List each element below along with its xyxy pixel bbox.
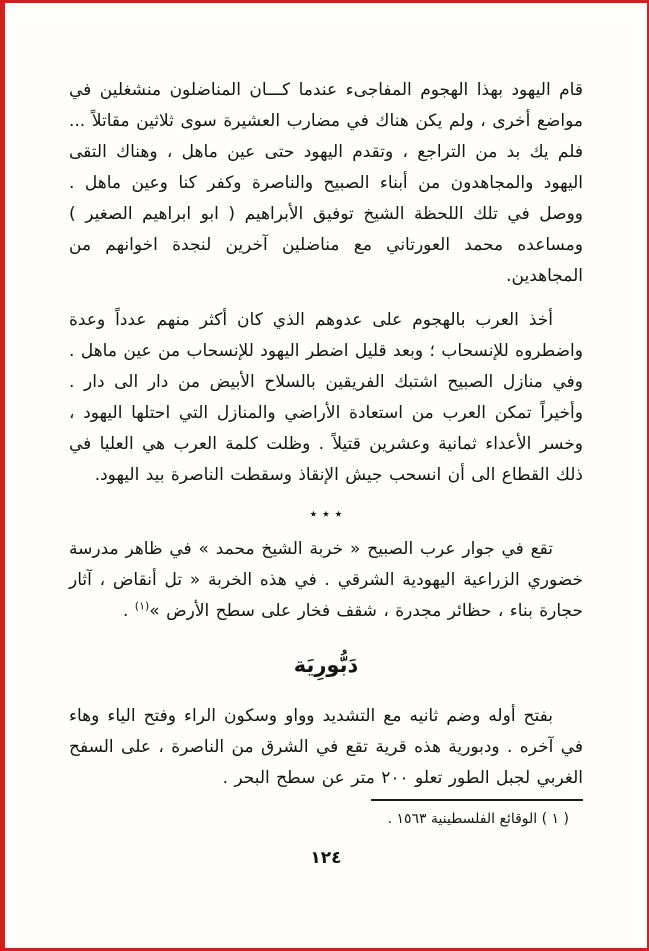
section-heading-dabburiya: دَبُّورِيَة [293,653,359,677]
paragraph-dabburiya-description: بفتح أوله وضم ثانيه مع التشديد وواو وسكون الراء وفتح الياء وهاء في آخره . ودبورية هذه قرية تقع في الشرق من الناصرة ، على السفح الغربي لجبل الطور تعلو ٢٠٠ متر عن سطح البحر . [69,706,583,788]
paragraph-khirbet-text: تقع في جوار عرب الصبيح « خربة الشيخ محمد » في ظاهر مدرسة خضوري الزراعية اليهودية الشرقي . في هذه الخربة « تل أنقاض ، آثار حجارة بناء ، حظائر مجدرة ، شقف فخار على سطح الأرض » [69,539,583,621]
footnote-reference-mark: (١) [134,599,150,613]
paragraph-counterattack: أخذ العرب بالهجوم على عدوهم الذي كان أكثر منهم عدداً وعدة واضطروه للإنسحاب ؛ وبعد قليل اضطر اليهود للإنسحاب من عين ماهل . وفي منازل الصبيح اشتبك الفريقين بالسلاح الأبيض من دار الى دار . وأخيراً تمكن العرب من استعادة الأراضي والمنازل التي احتلها اليهود ، وخسر الأعداء ثمانية وعشرين قتيلاً . وظلت كلمة العرب هي العليا في ذلك القطاع الى أن انسحب جيش الإنقاذ وسقطت الناصرة بيد اليهود. [69,310,583,485]
footnote-area [69,799,583,829]
paragraph-khirbet-tail: . [122,601,135,621]
page-number: ١٢٤ [310,848,342,868]
page-content [69,75,583,807]
footnote-divider-rule [371,799,583,801]
paragraph-attack: قام اليهود بهذا الهجوم المفاجىء عندما كـــان المناضلون منشغلين في مواضع أخرى ، ولم يكن هناك في مضارب العشيرة سوى ثلاثين مقاتلاً ... فلم يك بد من التراجع ، وتقدم اليهود حتى عين ماهل ، وهناك التقى اليهود والمجاهدون من أبناء الصبيح والناصرة وكفر كنا وعين ماهل . ووصل في تلك اللحظة الشيخ توفيق الأبراهيم ( ابو ابراهيم الصغير ) ومساعده محمد العورتاني مع مناضلين آخرين لنجدة اخوانهم من المجاهدين. [69,80,583,286]
paragraph-khirbet [69,534,583,627]
section-separator-stars: ٭ ٭ ٭ [309,506,343,522]
footnote-text: ( ١ ) الوقائع الفلسطينية ١٥٦٣ . [387,811,569,827]
